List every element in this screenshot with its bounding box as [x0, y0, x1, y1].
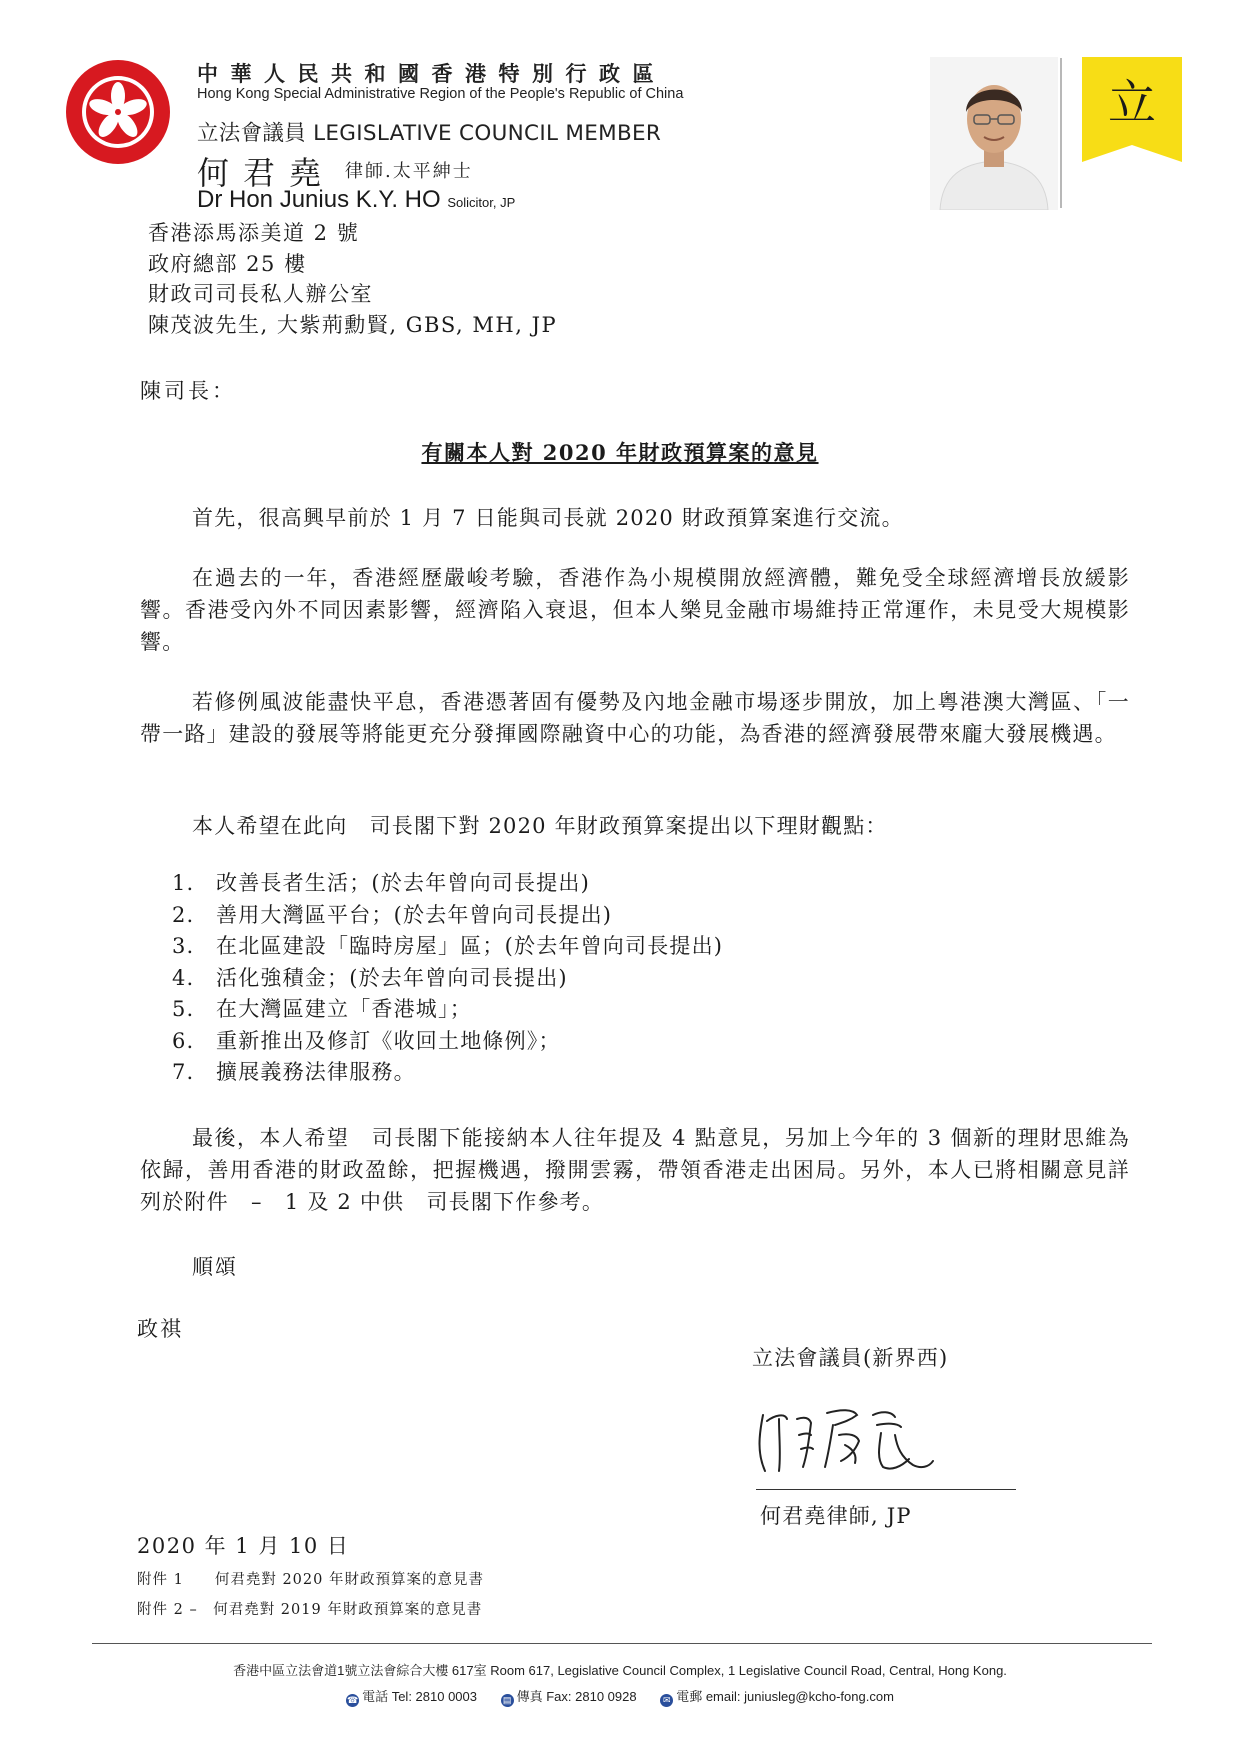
list-item-text: 在大灣區建立「香港城」； — [216, 997, 472, 1021]
paragraph-proposal-intro: 本人希望在此向 司長閣下對 2020 年財政預算案提出以下理財觀點： — [192, 814, 888, 838]
list-item — [172, 1057, 723, 1089]
party-logo — [1082, 57, 1182, 162]
list-item — [172, 963, 723, 995]
list-item-text: 改善長者生活；(於去年曾向司長提出) — [216, 871, 590, 895]
region-name-chinese: 中華人民共和國香港特別行政區 — [197, 62, 666, 86]
footer-contact — [0, 1686, 1240, 1707]
legco-member-heading: 立法會議員 LEGISLATIVE COUNCIL MEMBER — [197, 121, 662, 146]
member-name-chinese: 何君堯 — [197, 154, 336, 192]
recipient-address — [148, 218, 557, 340]
member-name-english-text: Dr Hon Junius K.Y. HO — [197, 186, 441, 213]
footer-fax-text: 傳真 Fax: 2810 0928 — [516, 1689, 637, 1704]
paragraph-final: 最後，本人希望 司長閣下能接納本人往年提及 4 點意見，另加上今年的 3 個新的理財思維為依歸，善用香港的財政盈餘，把握機遇，撥開雲霧，帶領香港走出困局。另外，本人已將相關意見詳列於附件 – 1 及 2 中供 司長閣下作參考。 — [140, 1126, 1130, 1214]
phone-icon: ☎ — [346, 1695, 359, 1705]
handwritten-signature — [745, 1375, 945, 1485]
address-line: 香港添馬添美道 2 號 — [148, 221, 360, 245]
list-item-number: 5. — [172, 997, 195, 1021]
paragraph-opportunity: 若修例風波能盡快平息，香港憑著固有優勢及內地金融市場逐步開放，加上粵港澳大灣區、「一帶一路」建設的發展等將能更充分發揮國際融資中心的功能，為香港的經濟發展帶來龐大發展機遇。 — [140, 690, 1130, 746]
list-item-text: 重新推出及修訂《收回土地條例》； — [216, 1028, 561, 1053]
closing-line-1: 順頌 — [192, 1255, 238, 1279]
signer-title: 立法會議員(新界西) — [752, 1346, 949, 1370]
footer-divider — [92, 1643, 1152, 1644]
closing-line-2: 政祺 — [137, 1317, 183, 1341]
letter-subject: 有關本人對 2020 年財政預算案的意見 — [421, 440, 819, 465]
list-item-text: 活化強積金；(於去年曾向司長提出) — [216, 965, 568, 990]
member-portrait — [930, 57, 1058, 210]
member-name-english — [197, 186, 515, 214]
list-item-number: 2. — [172, 902, 195, 927]
member-title-chinese: 律師.太平紳士 — [345, 161, 473, 182]
svg-text:立: 立 — [1107, 75, 1157, 131]
footer-email-text: 電郵 email: juniusleg@kcho-fong.com — [676, 1689, 894, 1704]
address-line: 陳茂波先生, 大紫荊勳賢, GBS, MH, JP — [148, 312, 558, 337]
salutation: 陳司長： — [140, 379, 236, 403]
letter-date: 2020 年 1 月 10 日 — [137, 1534, 350, 1558]
footer-phone-text: 電話 Tel: 2810 0003 — [362, 1689, 477, 1704]
region-name-english: Hong Kong Special Administrative Region of the People's Republic of China — [197, 86, 684, 102]
list-item-number: 3. — [172, 934, 195, 958]
list-item-text: 擴展義務法律服務。 — [216, 1060, 416, 1084]
header-divider — [1060, 58, 1062, 208]
list-item — [172, 931, 723, 963]
annex-item: 附件 1 何君堯對 2020 年財政預算案的意見書 — [137, 1572, 484, 1588]
paragraph-intro: 首先，很高興早前於 1 月 7 日能與司長就 2020 財政預算案進行交流。 — [192, 506, 904, 530]
list-item-number: 1. — [172, 871, 195, 895]
address-line: 財政司司長私人辦公室 — [148, 282, 373, 306]
list-item-number: 7. — [172, 1060, 195, 1084]
hksar-emblem — [64, 58, 172, 166]
footer-email — [660, 1686, 894, 1707]
proposal-list — [172, 868, 723, 1089]
list-item — [172, 1026, 723, 1058]
list-item-text: 在北區建設「臨時房屋」區；(於去年曾向司長提出) — [216, 934, 724, 958]
signature-line — [756, 1489, 1016, 1490]
list-item-number: 6. — [172, 1028, 195, 1053]
list-item-number: 4. — [172, 965, 195, 990]
list-item — [172, 900, 723, 932]
footer-fax — [501, 1686, 637, 1707]
list-item — [172, 994, 723, 1026]
annex-item: 附件 2 – 何君堯對 2019 年財政預算案的意見書 — [137, 1602, 483, 1618]
signer-name: 何君堯律師, JP — [760, 1504, 912, 1528]
list-item — [172, 868, 723, 900]
email-icon: ✉ — [660, 1694, 673, 1707]
list-item-text: 善用大灣區平台；(於去年曾向司長提出) — [216, 902, 613, 927]
member-title-english: Solicitor, JP — [447, 195, 516, 210]
fax-icon: ▤ — [501, 1694, 514, 1707]
address-line: 政府總部 25 樓 — [148, 251, 307, 276]
footer-phone — [346, 1686, 477, 1707]
footer-address: 香港中區立法會道1號立法會綜合大樓 617室 Room 617, Legislative Council Complex, 1 Legislative Council Road, Central, Hong Kong. — [233, 1663, 1007, 1678]
paragraph-economy: 在過去的一年，香港經歷嚴峻考驗，香港作為小規模開放經濟體，難免受全球經濟增長放緩影響。香港受內外不同因素影響，經濟陷入衰退，但本人樂見金融市場維持正常運作，未見受大規模影響。 — [140, 566, 1130, 654]
